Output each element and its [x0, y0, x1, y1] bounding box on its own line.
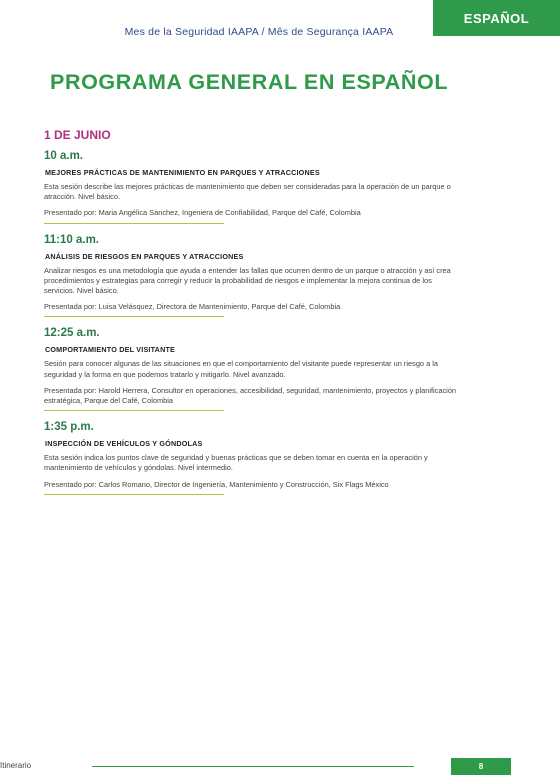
- session-item: [44, 421, 464, 495]
- language-tab[interactable]: ESPAÑOL: [433, 0, 560, 36]
- page-title: PROGRAMA GENERAL EN ESPAÑOL: [50, 70, 449, 94]
- session-title: INSPECCIÓN DE VEHÍCULOS Y GÓNDOLAS: [45, 439, 203, 449]
- session-presenter: Presentada por: Luisa Velásquez, Directora de Mantenimiento, Parque del Café, Colombia: [44, 302, 341, 312]
- session-item: [44, 150, 464, 224]
- session-title: ANÁLISIS DE RIESGOS EN PARQUES Y ATRACCIONES: [45, 251, 244, 261]
- session-title: COMPORTAMIENTO DEL VISITANTE: [45, 345, 176, 355]
- session-divider: [44, 410, 224, 411]
- session-time: 11:10 a.m.: [44, 233, 99, 246]
- session-date: 1 DE JUNIO: [44, 128, 111, 142]
- footer-divider: [92, 766, 414, 767]
- session-item: [44, 234, 464, 318]
- page-number: 8: [451, 758, 511, 775]
- footer-label: Itinerario: [0, 761, 32, 770]
- session-divider: [44, 494, 224, 495]
- session-time: 10 a.m.: [44, 150, 83, 162]
- session-presenter: Presentado por: Maria Angélica Sanchez, Ingeniera de Confiabilidad, Parque del Café, Colombia: [44, 208, 361, 218]
- session-time: 12:25 a.m.: [44, 327, 100, 340]
- session-presenter: Presentado por: Carlos Romano, Director de Ingeniería, Mantenimiento y Construcción, Six Flags México: [44, 479, 389, 489]
- session-item: [44, 327, 464, 411]
- session-description: Sesión para conocer algunas de las situaciones en que el comportamiento del visitante puede representar un riesgo a la seguridad y la forma en que podemos tratarlo y mitigarlo. Nivel avanzado.: [44, 359, 439, 379]
- session-divider: [44, 316, 224, 317]
- session-title: MEJORES PRÁCTICAS DE MANTENIMIENTO EN PARQUES Y ATRACCIONES: [45, 168, 320, 177]
- session-time: 1:35 p.m.: [44, 421, 94, 434]
- session-divider: [44, 223, 224, 224]
- session-list: [44, 150, 464, 505]
- session-description: Analizar riesgos es una metodología que ayuda a entender las fallas que ocurren dentro de un parque o atracción y así crea procedimientos y estrategias para corregir y reducir la probabilidad de riesgos e implementar la mejora continua de los servicios. Nivel básico.: [44, 265, 451, 296]
- session-description: Esta sesión indica los puntos clave de seguridad y buenas prácticas que se deben tomar en cuenta en la operación y mantenimiento de vehículos y góndolas. Nivel intermedio.: [44, 453, 428, 473]
- header-subtitle: Mes de la Seguridad IAAPA / Mês de Segurança IAAPA: [124, 26, 394, 38]
- session-presenter: Presentada por: Harold Herrera, Consultor en operaciones, accesibilidad, seguridad, mantenimiento, proyectos y planificación estratégica, Parque del Café, Colombia: [44, 385, 457, 406]
- session-description: Esta sesión describe las mejores prácticas de mantenimiento que deben ser consideradas para la operación de un parque o atracción. Nivel básico.: [44, 182, 451, 202]
